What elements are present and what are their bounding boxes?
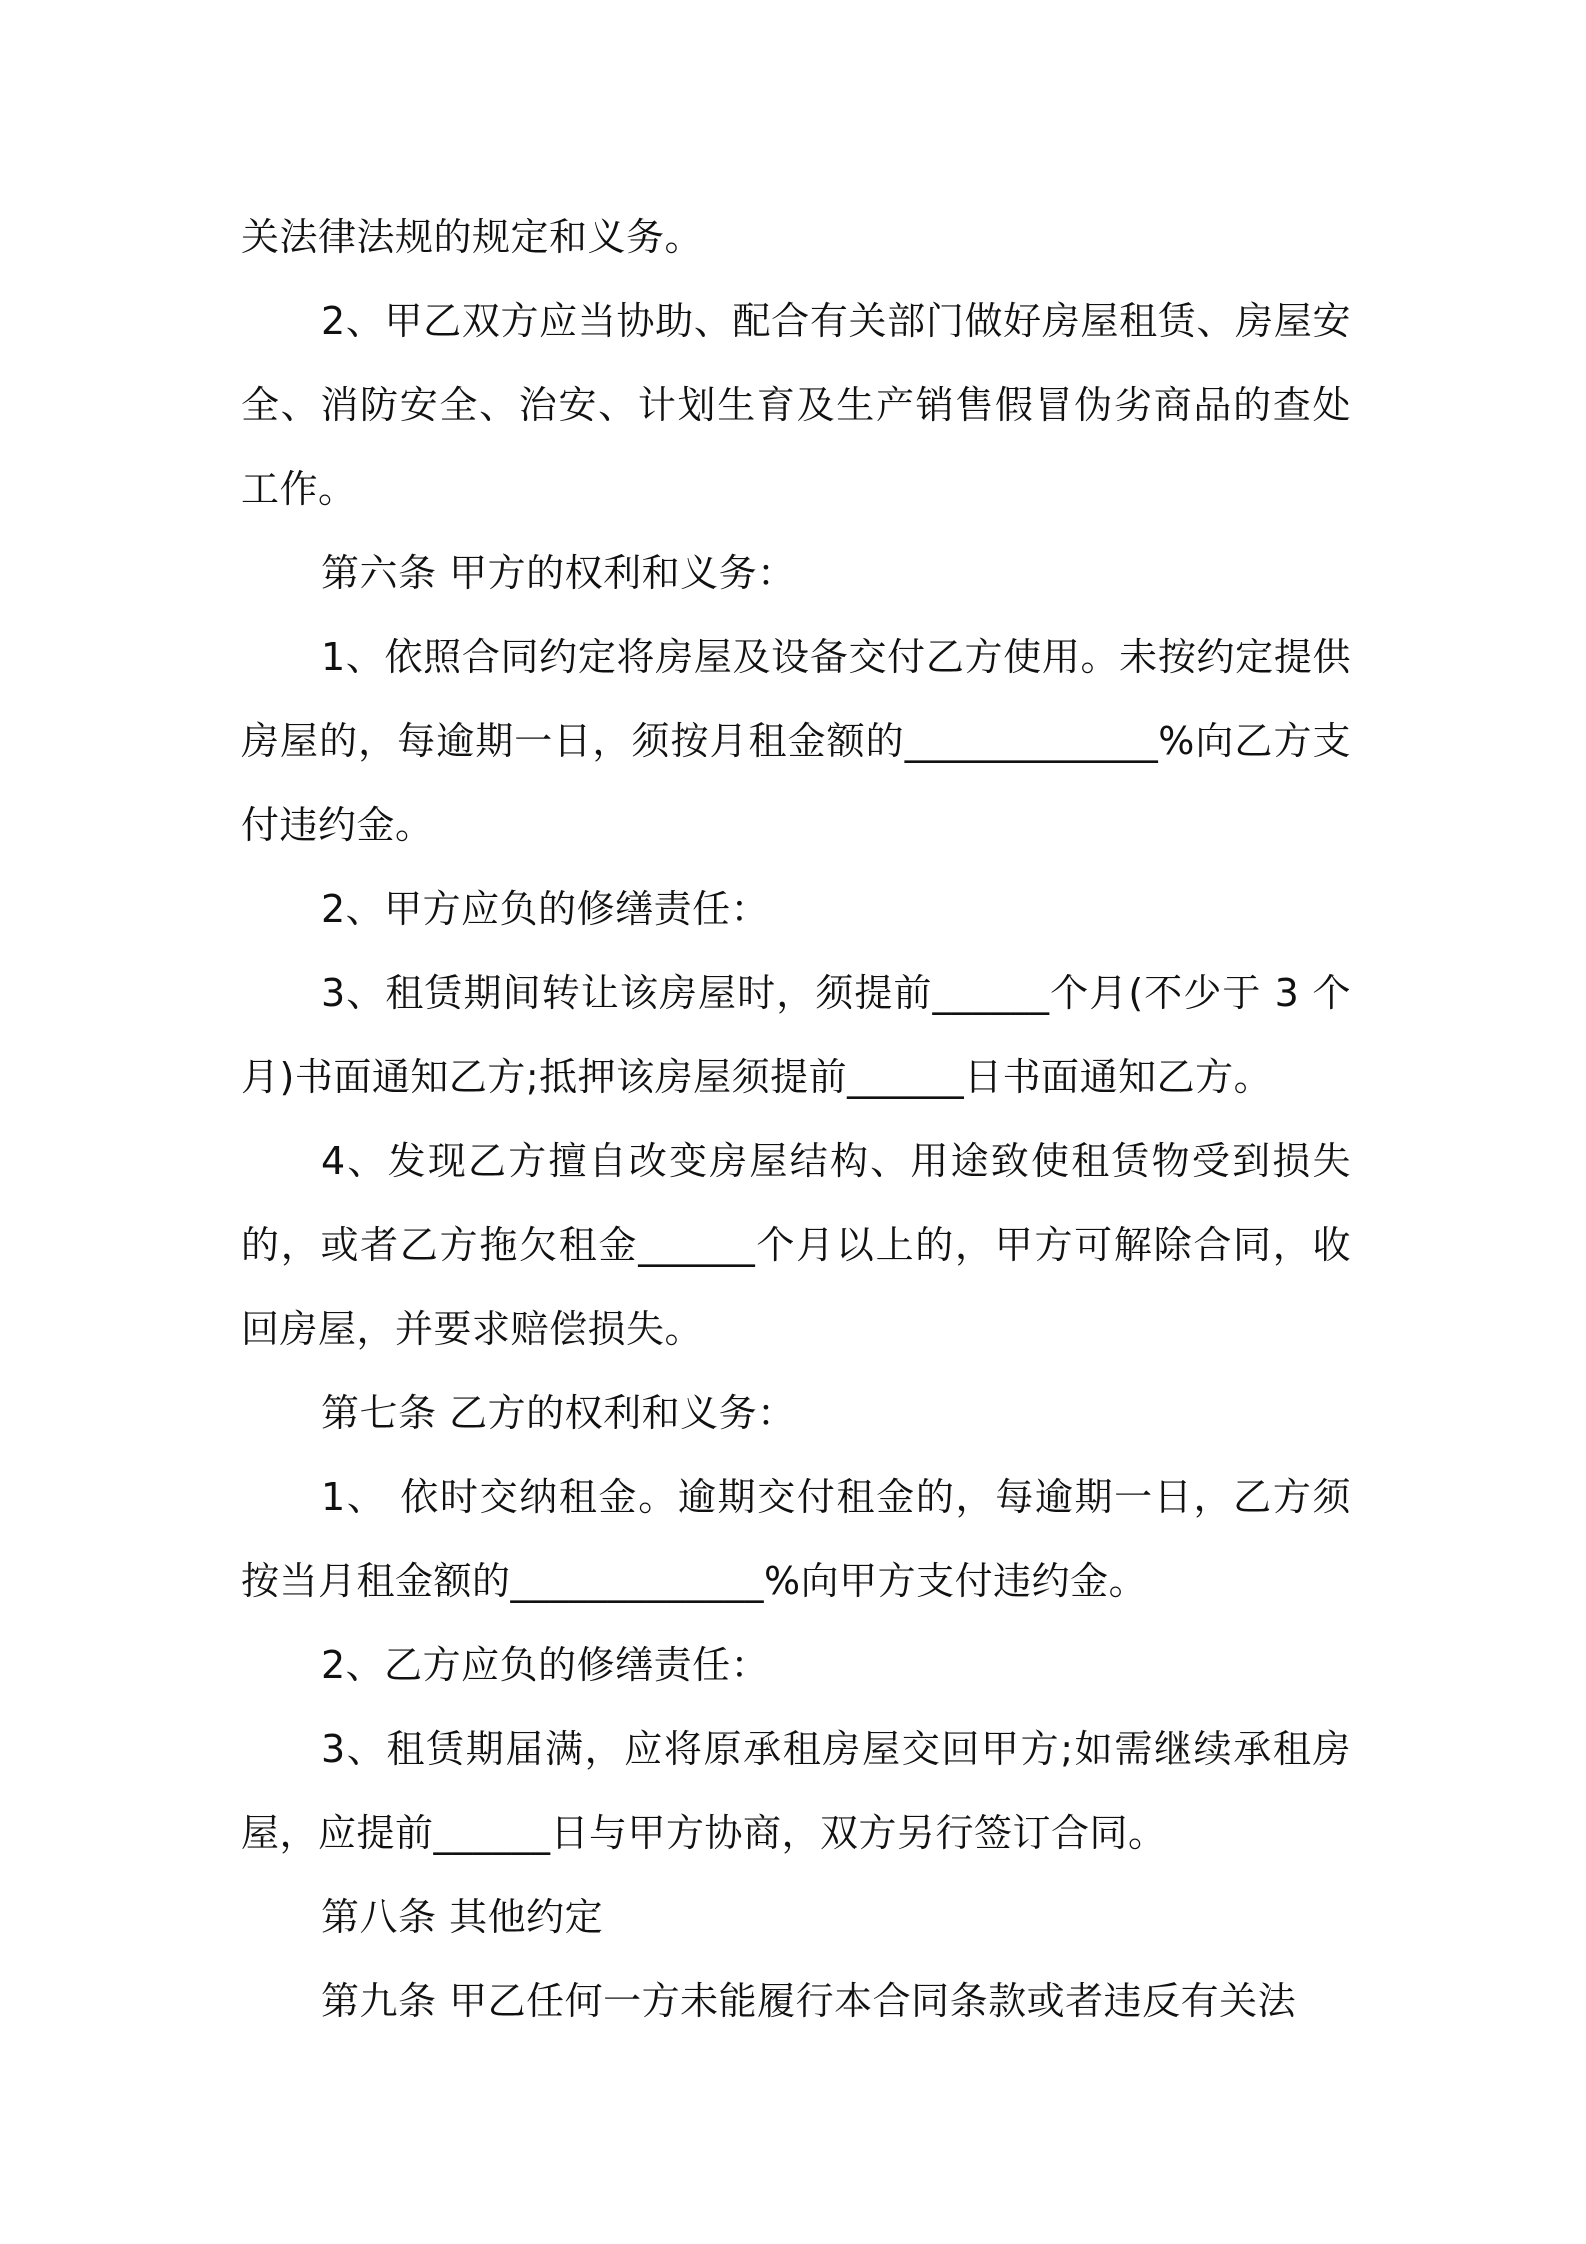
paragraph-clause-6-4: 4、发现乙方擅自改变房屋结构、用途致使租赁物受到损失的，或者乙方拖欠租金______个月以上的，甲方可解除合同，收回房屋，并要求赔偿损失。 <box>241 1139 1351 1351</box>
paragraph-clause-6-3: 3、租赁期间转让该房屋时，须提前______个月(不少于 3 个月)书面通知乙方;抵押该房屋须提前______日书面通知乙方。 <box>241 971 1351 1099</box>
paragraph-clause-7-1: 1、 依时交纳租金。逾期交付租金的，每逾期一日，乙方须按当月租金额的_____________%向甲方支付违约金。 <box>241 1475 1351 1603</box>
paragraph-clause-6-2: 2、甲方应负的修缮责任： <box>321 887 770 931</box>
heading-article-7: 第七条 乙方的权利和义务： <box>321 1391 796 1435</box>
paragraph-continuation: 关法律法规的规定和义务。 <box>241 215 704 259</box>
paragraph-clause-7-3: 3、租赁期届满，应将原承租房屋交回甲方;如需继续承租房屋，应提前______日与甲方协商，双方另行签订合同。 <box>241 1727 1351 1855</box>
paragraph-clause-6-1: 1、依照合同约定将房屋及设备交付乙方使用。未按约定提供房屋的，每逾期一日，须按月租金额的_____________%向乙方支付违约金。 <box>241 635 1351 847</box>
paragraph-clause-5-2: 2、甲乙双方应当协助、配合有关部门做好房屋租赁、房屋安全、消防安全、治安、计划生育及生产销售假冒伪劣商品的查处工作。 <box>241 299 1351 511</box>
paragraph-clause-7-2: 2、乙方应负的修缮责任： <box>321 1643 770 1687</box>
contract-text <box>241 195 1351 2043</box>
heading-article-6: 第六条 甲方的权利和义务： <box>321 551 796 595</box>
heading-article-9: 第九条 甲乙任何一方未能履行本合同条款或者违反有关法 <box>321 1979 1297 2023</box>
heading-article-8: 第八条 其他约定 <box>321 1895 604 1939</box>
